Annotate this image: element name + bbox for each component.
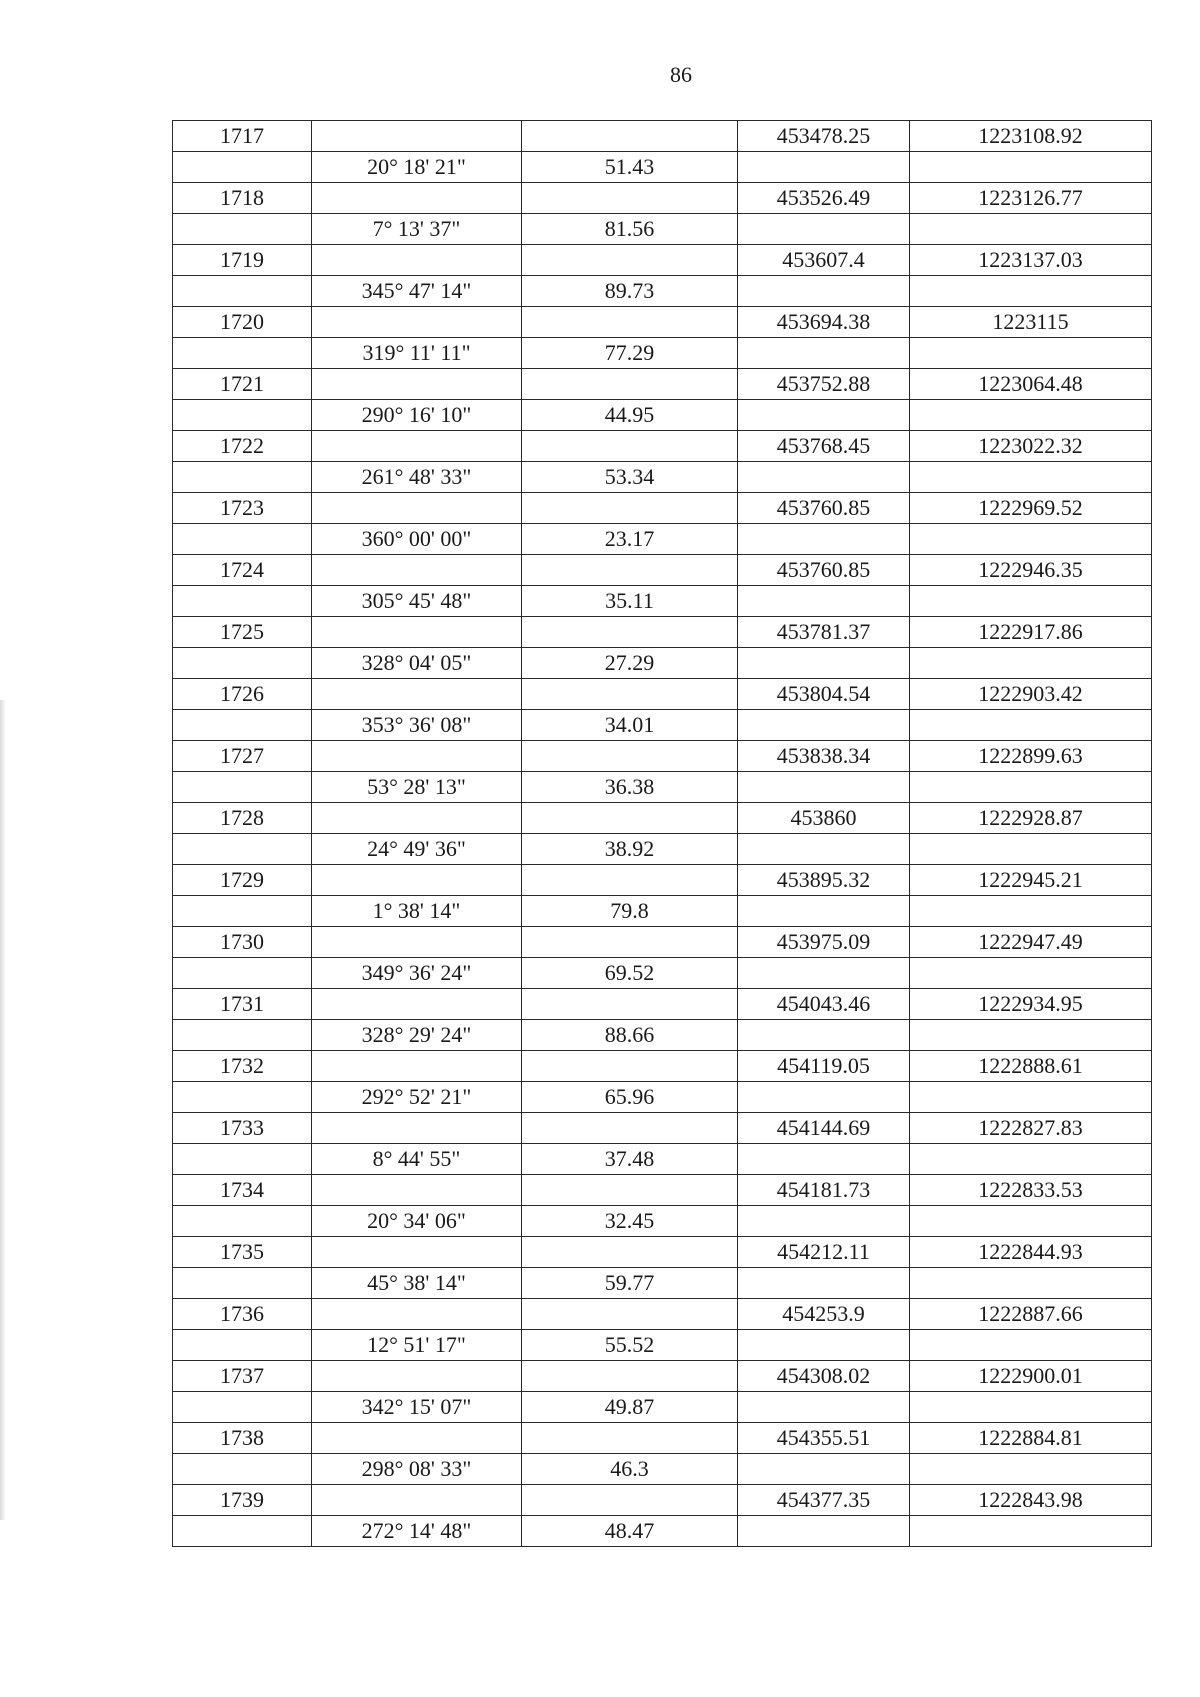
survey-coordinates-table bbox=[172, 120, 1152, 1547]
empty-cell bbox=[910, 648, 1152, 679]
bearing-cell: 345° 47' 14" bbox=[312, 276, 522, 307]
empty-cell bbox=[173, 214, 312, 245]
empty-cell bbox=[312, 989, 522, 1020]
empty-cell bbox=[522, 121, 738, 152]
easting-cell: 454355.51 bbox=[738, 1423, 910, 1454]
northing-cell: 1222887.66 bbox=[910, 1299, 1152, 1330]
empty-cell bbox=[173, 1206, 312, 1237]
bearing-cell: 328° 04' 05" bbox=[312, 648, 522, 679]
point-row bbox=[173, 1485, 1152, 1516]
empty-cell bbox=[522, 927, 738, 958]
bearing-cell: 319° 11' 11" bbox=[312, 338, 522, 369]
empty-cell bbox=[312, 679, 522, 710]
bearing-cell: 20° 34' 06" bbox=[312, 1206, 522, 1237]
empty-cell bbox=[910, 1330, 1152, 1361]
northing-cell: 1223064.48 bbox=[910, 369, 1152, 400]
empty-cell bbox=[522, 1051, 738, 1082]
point-row bbox=[173, 617, 1152, 648]
empty-cell bbox=[738, 710, 910, 741]
easting-cell: 453752.88 bbox=[738, 369, 910, 400]
easting-cell: 454144.69 bbox=[738, 1113, 910, 1144]
empty-cell bbox=[910, 462, 1152, 493]
point-id-cell: 1734 bbox=[173, 1175, 312, 1206]
empty-cell bbox=[173, 338, 312, 369]
point-row bbox=[173, 369, 1152, 400]
empty-cell bbox=[738, 462, 910, 493]
page-number: 86 bbox=[670, 62, 692, 87]
segment-row bbox=[173, 1144, 1152, 1175]
empty-cell bbox=[312, 1423, 522, 1454]
bearing-cell: 272° 14' 48" bbox=[312, 1516, 522, 1547]
empty-cell bbox=[522, 245, 738, 276]
empty-cell bbox=[312, 1361, 522, 1392]
empty-cell bbox=[522, 989, 738, 1020]
empty-cell bbox=[910, 1454, 1152, 1485]
empty-cell bbox=[910, 710, 1152, 741]
easting-cell: 454308.02 bbox=[738, 1361, 910, 1392]
segment-row bbox=[173, 1206, 1152, 1237]
empty-cell bbox=[910, 958, 1152, 989]
easting-cell: 454377.35 bbox=[738, 1485, 910, 1516]
point-row bbox=[173, 803, 1152, 834]
northing-cell: 1222934.95 bbox=[910, 989, 1152, 1020]
empty-cell bbox=[738, 896, 910, 927]
distance-cell: 27.29 bbox=[522, 648, 738, 679]
segment-row bbox=[173, 462, 1152, 493]
northing-cell: 1222917.86 bbox=[910, 617, 1152, 648]
empty-cell bbox=[738, 1516, 910, 1547]
empty-cell bbox=[312, 741, 522, 772]
empty-cell bbox=[312, 1485, 522, 1516]
easting-cell: 453694.38 bbox=[738, 307, 910, 338]
distance-cell: 79.8 bbox=[522, 896, 738, 927]
segment-row bbox=[173, 152, 1152, 183]
easting-cell: 453760.85 bbox=[738, 555, 910, 586]
bearing-cell: 7° 13' 37" bbox=[312, 214, 522, 245]
empty-cell bbox=[522, 1485, 738, 1516]
point-row bbox=[173, 1051, 1152, 1082]
distance-cell: 37.48 bbox=[522, 1144, 738, 1175]
easting-cell: 453768.45 bbox=[738, 431, 910, 462]
northing-cell: 1222969.52 bbox=[910, 493, 1152, 524]
point-id-cell: 1739 bbox=[173, 1485, 312, 1516]
empty-cell bbox=[522, 493, 738, 524]
empty-cell bbox=[522, 679, 738, 710]
point-row bbox=[173, 1175, 1152, 1206]
empty-cell bbox=[522, 865, 738, 896]
distance-cell: 35.11 bbox=[522, 586, 738, 617]
empty-cell bbox=[910, 1082, 1152, 1113]
distance-cell: 77.29 bbox=[522, 338, 738, 369]
empty-cell bbox=[173, 152, 312, 183]
empty-cell bbox=[312, 121, 522, 152]
empty-cell bbox=[522, 369, 738, 400]
empty-cell bbox=[312, 1175, 522, 1206]
empty-cell bbox=[738, 400, 910, 431]
segment-row bbox=[173, 276, 1152, 307]
empty-cell bbox=[312, 245, 522, 276]
point-row bbox=[173, 183, 1152, 214]
point-row bbox=[173, 679, 1152, 710]
empty-cell bbox=[173, 586, 312, 617]
distance-cell: 44.95 bbox=[522, 400, 738, 431]
northing-cell: 1222833.53 bbox=[910, 1175, 1152, 1206]
empty-cell bbox=[312, 431, 522, 462]
empty-cell bbox=[522, 617, 738, 648]
empty-cell bbox=[173, 1454, 312, 1485]
point-row bbox=[173, 1113, 1152, 1144]
distance-cell: 69.52 bbox=[522, 958, 738, 989]
empty-cell bbox=[173, 648, 312, 679]
distance-cell: 89.73 bbox=[522, 276, 738, 307]
bearing-cell: 20° 18' 21" bbox=[312, 152, 522, 183]
segment-row bbox=[173, 524, 1152, 555]
northing-cell: 1223126.77 bbox=[910, 183, 1152, 214]
empty-cell bbox=[522, 183, 738, 214]
point-id-cell: 1729 bbox=[173, 865, 312, 896]
northing-cell: 1223115 bbox=[910, 307, 1152, 338]
bearing-cell: 1° 38' 14" bbox=[312, 896, 522, 927]
easting-cell: 453895.32 bbox=[738, 865, 910, 896]
distance-cell: 23.17 bbox=[522, 524, 738, 555]
segment-row bbox=[173, 958, 1152, 989]
point-row bbox=[173, 121, 1152, 152]
distance-cell: 51.43 bbox=[522, 152, 738, 183]
segment-row bbox=[173, 1454, 1152, 1485]
point-row bbox=[173, 245, 1152, 276]
bearing-cell: 349° 36' 24" bbox=[312, 958, 522, 989]
easting-cell: 453607.4 bbox=[738, 245, 910, 276]
empty-cell bbox=[738, 338, 910, 369]
empty-cell bbox=[173, 1268, 312, 1299]
segment-row bbox=[173, 772, 1152, 803]
empty-cell bbox=[522, 555, 738, 586]
point-row bbox=[173, 307, 1152, 338]
point-row bbox=[173, 431, 1152, 462]
distance-cell: 38.92 bbox=[522, 834, 738, 865]
empty-cell bbox=[312, 493, 522, 524]
segment-row bbox=[173, 400, 1152, 431]
point-id-cell: 1727 bbox=[173, 741, 312, 772]
point-row bbox=[173, 555, 1152, 586]
bearing-cell: 45° 38' 14" bbox=[312, 1268, 522, 1299]
empty-cell bbox=[910, 338, 1152, 369]
bearing-cell: 298° 08' 33" bbox=[312, 1454, 522, 1485]
empty-cell bbox=[312, 307, 522, 338]
empty-cell bbox=[312, 183, 522, 214]
empty-cell bbox=[173, 958, 312, 989]
northing-cell: 1222928.87 bbox=[910, 803, 1152, 834]
bearing-cell: 261° 48' 33" bbox=[312, 462, 522, 493]
empty-cell bbox=[910, 276, 1152, 307]
empty-cell bbox=[738, 276, 910, 307]
empty-cell bbox=[312, 927, 522, 958]
segment-row bbox=[173, 338, 1152, 369]
distance-cell: 36.38 bbox=[522, 772, 738, 803]
empty-cell bbox=[910, 834, 1152, 865]
empty-cell bbox=[738, 1206, 910, 1237]
point-row bbox=[173, 493, 1152, 524]
segment-row bbox=[173, 586, 1152, 617]
scan-edge-shadow bbox=[0, 700, 6, 1520]
bearing-cell: 290° 16' 10" bbox=[312, 400, 522, 431]
empty-cell bbox=[522, 803, 738, 834]
easting-cell: 453975.09 bbox=[738, 927, 910, 958]
empty-cell bbox=[173, 1082, 312, 1113]
empty-cell bbox=[522, 1423, 738, 1454]
distance-cell: 59.77 bbox=[522, 1268, 738, 1299]
empty-cell bbox=[738, 958, 910, 989]
empty-cell bbox=[173, 772, 312, 803]
empty-cell bbox=[173, 1392, 312, 1423]
northing-cell: 1222884.81 bbox=[910, 1423, 1152, 1454]
distance-cell: 32.45 bbox=[522, 1206, 738, 1237]
empty-cell bbox=[312, 555, 522, 586]
easting-cell: 454181.73 bbox=[738, 1175, 910, 1206]
empty-cell bbox=[312, 803, 522, 834]
empty-cell bbox=[738, 214, 910, 245]
empty-cell bbox=[738, 1392, 910, 1423]
bearing-cell: 12° 51' 17" bbox=[312, 1330, 522, 1361]
empty-cell bbox=[910, 1516, 1152, 1547]
empty-cell bbox=[738, 1144, 910, 1175]
point-id-cell: 1723 bbox=[173, 493, 312, 524]
table-body bbox=[173, 121, 1152, 1547]
point-id-cell: 1730 bbox=[173, 927, 312, 958]
segment-row bbox=[173, 896, 1152, 927]
point-row bbox=[173, 741, 1152, 772]
empty-cell bbox=[522, 1361, 738, 1392]
empty-cell bbox=[173, 1144, 312, 1175]
point-id-cell: 1738 bbox=[173, 1423, 312, 1454]
empty-cell bbox=[312, 1051, 522, 1082]
empty-cell bbox=[312, 1299, 522, 1330]
empty-cell bbox=[910, 1268, 1152, 1299]
segment-row bbox=[173, 1516, 1152, 1547]
empty-cell bbox=[522, 1175, 738, 1206]
point-row bbox=[173, 989, 1152, 1020]
empty-cell bbox=[173, 1330, 312, 1361]
bearing-cell: 24° 49' 36" bbox=[312, 834, 522, 865]
northing-cell: 1222945.21 bbox=[910, 865, 1152, 896]
empty-cell bbox=[910, 524, 1152, 555]
distance-cell: 65.96 bbox=[522, 1082, 738, 1113]
distance-cell: 34.01 bbox=[522, 710, 738, 741]
empty-cell bbox=[910, 1144, 1152, 1175]
northing-cell: 1223137.03 bbox=[910, 245, 1152, 276]
northing-cell: 1222888.61 bbox=[910, 1051, 1152, 1082]
bearing-cell: 328° 29' 24" bbox=[312, 1020, 522, 1051]
empty-cell bbox=[910, 152, 1152, 183]
empty-cell bbox=[173, 1020, 312, 1051]
point-id-cell: 1736 bbox=[173, 1299, 312, 1330]
point-id-cell: 1737 bbox=[173, 1361, 312, 1392]
point-id-cell: 1720 bbox=[173, 307, 312, 338]
bearing-cell: 360° 00' 00" bbox=[312, 524, 522, 555]
point-id-cell: 1728 bbox=[173, 803, 312, 834]
easting-cell: 453781.37 bbox=[738, 617, 910, 648]
distance-cell: 53.34 bbox=[522, 462, 738, 493]
empty-cell bbox=[910, 1020, 1152, 1051]
northing-cell: 1222946.35 bbox=[910, 555, 1152, 586]
empty-cell bbox=[910, 1206, 1152, 1237]
northing-cell: 1222899.63 bbox=[910, 741, 1152, 772]
empty-cell bbox=[738, 834, 910, 865]
empty-cell bbox=[312, 369, 522, 400]
point-row bbox=[173, 1361, 1152, 1392]
point-id-cell: 1717 bbox=[173, 121, 312, 152]
empty-cell bbox=[312, 617, 522, 648]
point-id-cell: 1719 bbox=[173, 245, 312, 276]
distance-cell: 88.66 bbox=[522, 1020, 738, 1051]
segment-row bbox=[173, 1268, 1152, 1299]
northing-cell: 1222903.42 bbox=[910, 679, 1152, 710]
empty-cell bbox=[522, 1113, 738, 1144]
point-row bbox=[173, 865, 1152, 896]
point-id-cell: 1725 bbox=[173, 617, 312, 648]
empty-cell bbox=[910, 214, 1152, 245]
empty-cell bbox=[738, 772, 910, 803]
northing-cell: 1223022.32 bbox=[910, 431, 1152, 462]
empty-cell bbox=[738, 648, 910, 679]
empty-cell bbox=[738, 152, 910, 183]
point-row bbox=[173, 1423, 1152, 1454]
easting-cell: 454253.9 bbox=[738, 1299, 910, 1330]
point-id-cell: 1732 bbox=[173, 1051, 312, 1082]
bearing-cell: 292° 52' 21" bbox=[312, 1082, 522, 1113]
distance-cell: 81.56 bbox=[522, 214, 738, 245]
empty-cell bbox=[910, 772, 1152, 803]
point-id-cell: 1726 bbox=[173, 679, 312, 710]
northing-cell: 1223108.92 bbox=[910, 121, 1152, 152]
empty-cell bbox=[173, 276, 312, 307]
empty-cell bbox=[173, 400, 312, 431]
point-id-cell: 1718 bbox=[173, 183, 312, 214]
northing-cell: 1222844.93 bbox=[910, 1237, 1152, 1268]
empty-cell bbox=[910, 896, 1152, 927]
empty-cell bbox=[522, 1299, 738, 1330]
empty-cell bbox=[173, 896, 312, 927]
northing-cell: 1222947.49 bbox=[910, 927, 1152, 958]
empty-cell bbox=[173, 710, 312, 741]
empty-cell bbox=[173, 1516, 312, 1547]
empty-cell bbox=[312, 1113, 522, 1144]
empty-cell bbox=[738, 1330, 910, 1361]
bearing-cell: 353° 36' 08" bbox=[312, 710, 522, 741]
empty-cell bbox=[910, 400, 1152, 431]
bearing-cell: 305° 45' 48" bbox=[312, 586, 522, 617]
point-id-cell: 1733 bbox=[173, 1113, 312, 1144]
northing-cell: 1222827.83 bbox=[910, 1113, 1152, 1144]
empty-cell bbox=[738, 1020, 910, 1051]
point-id-cell: 1735 bbox=[173, 1237, 312, 1268]
point-id-cell: 1722 bbox=[173, 431, 312, 462]
distance-cell: 46.3 bbox=[522, 1454, 738, 1485]
point-id-cell: 1724 bbox=[173, 555, 312, 586]
easting-cell: 453760.85 bbox=[738, 493, 910, 524]
easting-cell: 453478.25 bbox=[738, 121, 910, 152]
bearing-cell: 342° 15' 07" bbox=[312, 1392, 522, 1423]
bearing-cell: 53° 28' 13" bbox=[312, 772, 522, 803]
empty-cell bbox=[522, 741, 738, 772]
point-id-cell: 1731 bbox=[173, 989, 312, 1020]
distance-cell: 49.87 bbox=[522, 1392, 738, 1423]
empty-cell bbox=[173, 524, 312, 555]
segment-row bbox=[173, 1082, 1152, 1113]
easting-cell: 453860 bbox=[738, 803, 910, 834]
empty-cell bbox=[312, 865, 522, 896]
empty-cell bbox=[173, 462, 312, 493]
empty-cell bbox=[522, 1237, 738, 1268]
distance-cell: 48.47 bbox=[522, 1516, 738, 1547]
empty-cell bbox=[738, 524, 910, 555]
segment-row bbox=[173, 648, 1152, 679]
empty-cell bbox=[522, 431, 738, 462]
bearing-cell: 8° 44' 55" bbox=[312, 1144, 522, 1175]
segment-row bbox=[173, 1330, 1152, 1361]
segment-row bbox=[173, 834, 1152, 865]
northing-cell: 1222900.01 bbox=[910, 1361, 1152, 1392]
easting-cell: 453804.54 bbox=[738, 679, 910, 710]
point-row bbox=[173, 1299, 1152, 1330]
easting-cell: 453838.34 bbox=[738, 741, 910, 772]
segment-row bbox=[173, 1392, 1152, 1423]
point-row bbox=[173, 927, 1152, 958]
northing-cell: 1222843.98 bbox=[910, 1485, 1152, 1516]
easting-cell: 454119.05 bbox=[738, 1051, 910, 1082]
segment-row bbox=[173, 1020, 1152, 1051]
empty-cell bbox=[738, 1454, 910, 1485]
empty-cell bbox=[522, 307, 738, 338]
distance-cell: 55.52 bbox=[522, 1330, 738, 1361]
easting-cell: 453526.49 bbox=[738, 183, 910, 214]
empty-cell bbox=[738, 586, 910, 617]
easting-cell: 454043.46 bbox=[738, 989, 910, 1020]
point-row bbox=[173, 1237, 1152, 1268]
empty-cell bbox=[910, 586, 1152, 617]
easting-cell: 454212.11 bbox=[738, 1237, 910, 1268]
point-id-cell: 1721 bbox=[173, 369, 312, 400]
empty-cell bbox=[738, 1082, 910, 1113]
empty-cell bbox=[738, 1268, 910, 1299]
empty-cell bbox=[312, 1237, 522, 1268]
segment-row bbox=[173, 214, 1152, 245]
segment-row bbox=[173, 710, 1152, 741]
empty-cell bbox=[910, 1392, 1152, 1423]
empty-cell bbox=[173, 834, 312, 865]
